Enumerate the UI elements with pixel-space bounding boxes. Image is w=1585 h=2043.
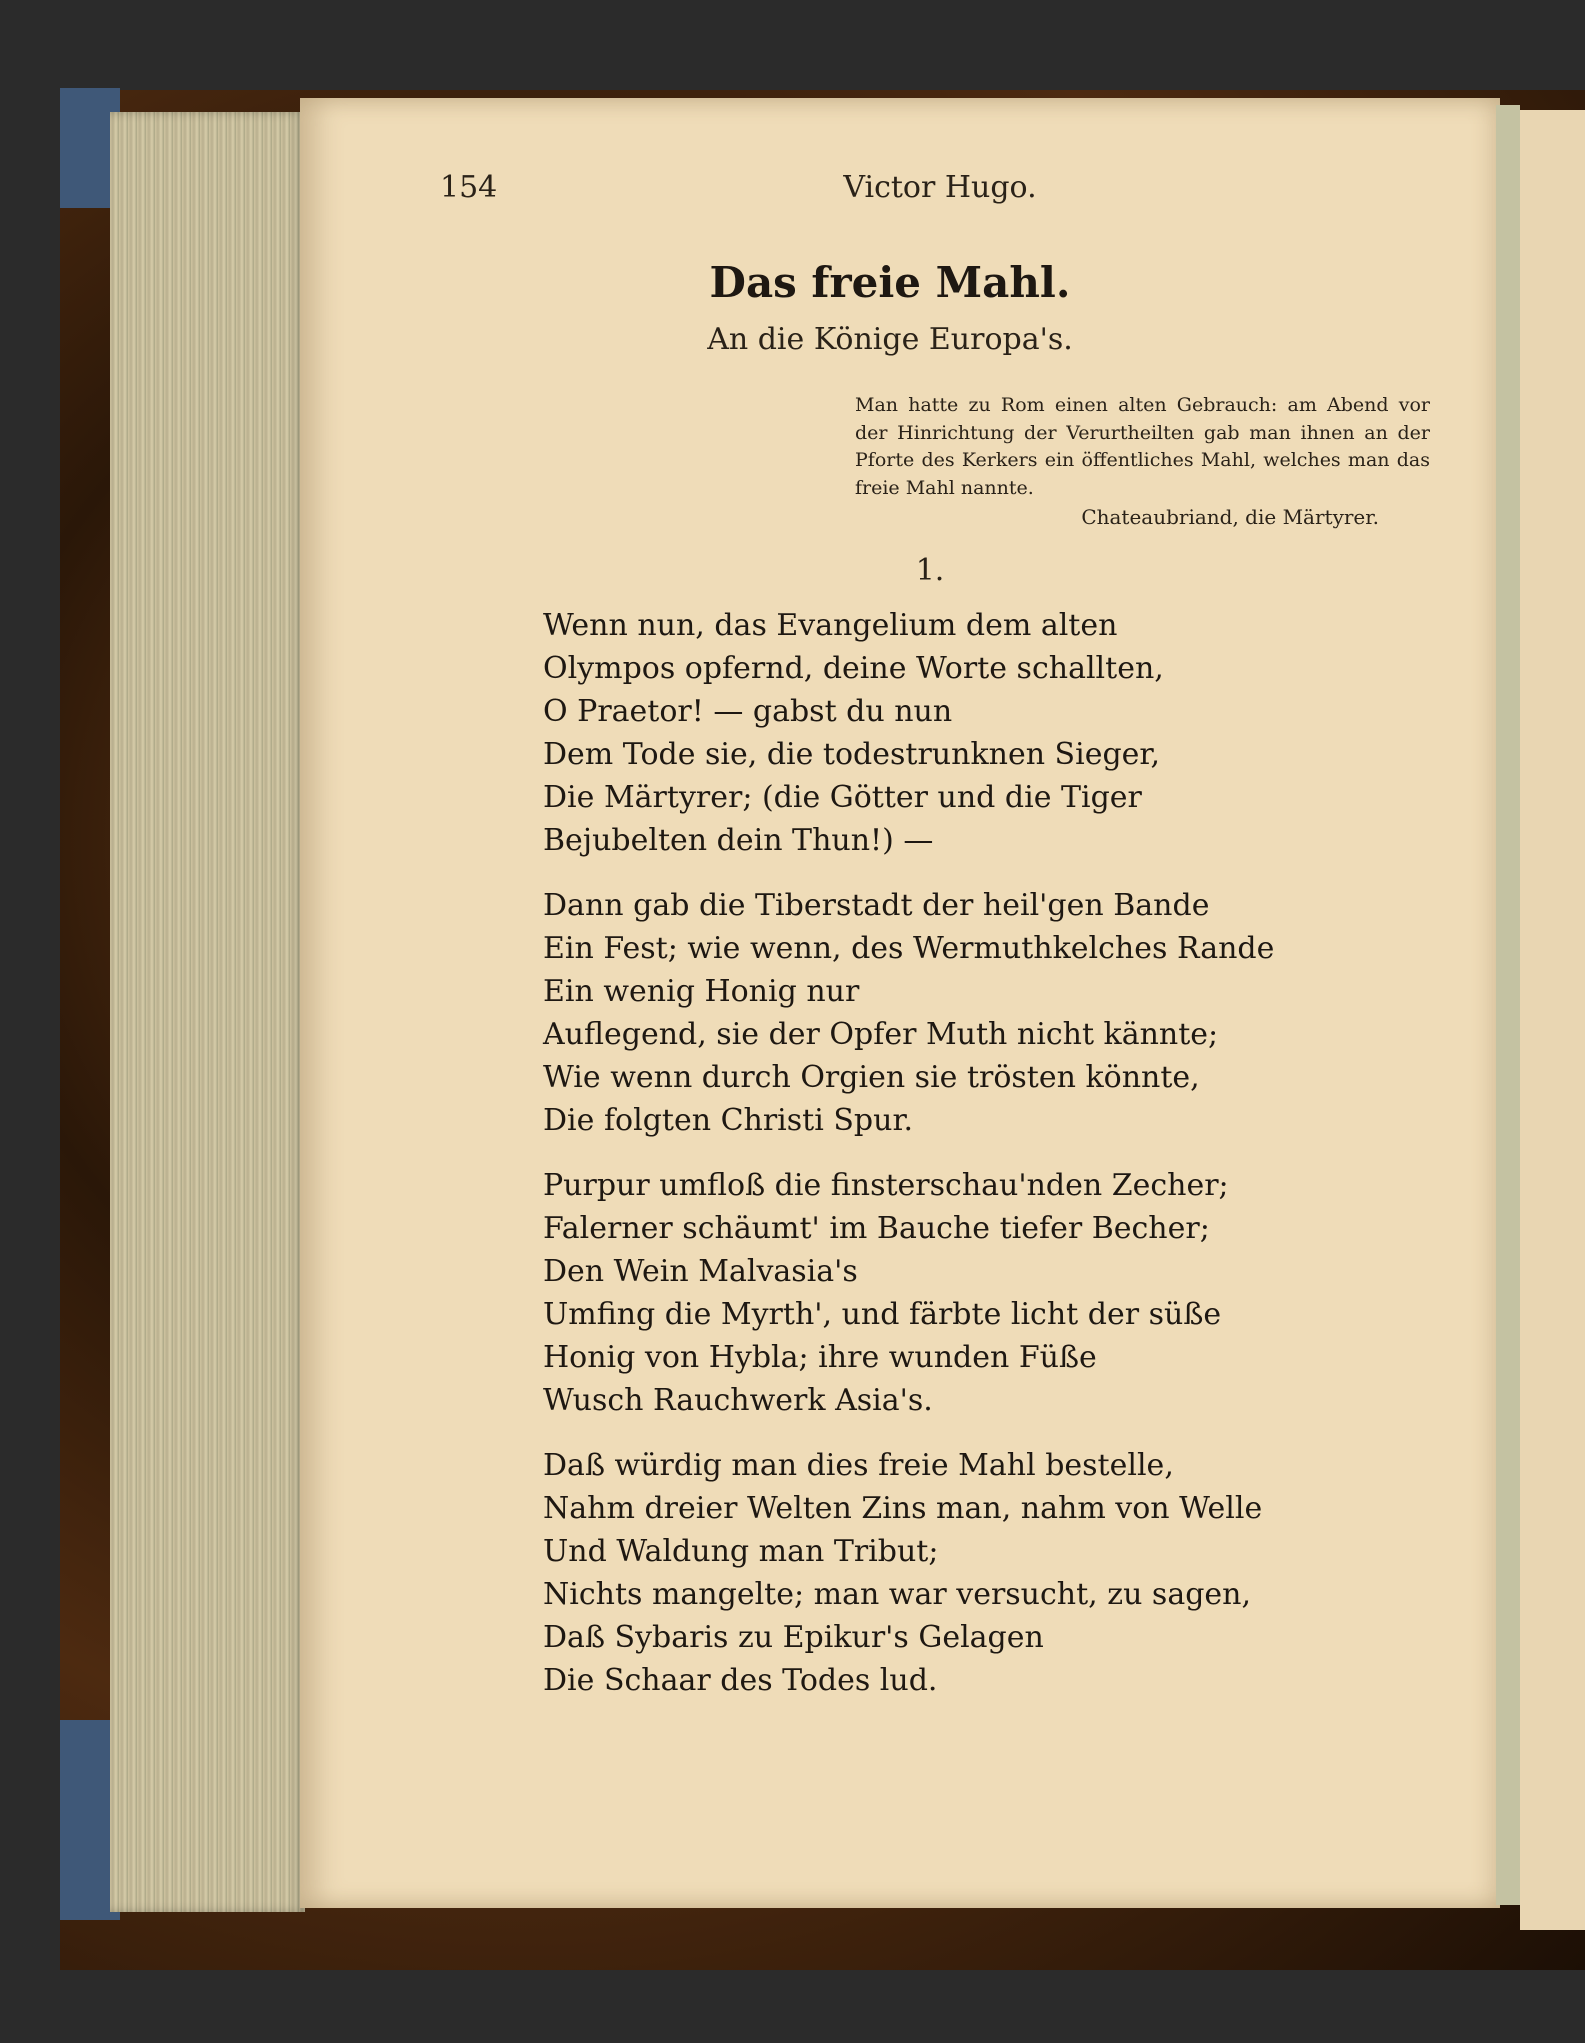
verse-line: Die Schaar des Todes lud. [543, 1663, 938, 1698]
verse-line: Und Waldung man Tribut; [543, 1534, 939, 1569]
verse-line: Falerner schäumt' im Bauche tiefer Becher; [543, 1211, 1210, 1246]
page-edges [110, 112, 305, 1912]
verse-line: Honig von Hybla; ihre wunden Füße [543, 1340, 1097, 1375]
epigraph-source: Chateaubriand, die Märtyrer. [1081, 505, 1379, 529]
verse-line: Die Märtyrer; (die Götter und die Tiger [543, 780, 1142, 815]
verse-line: O Praetor! — gabst du nun [543, 694, 953, 729]
verse-line: Wusch Rauchwerk Asia's. [543, 1383, 933, 1418]
verse-line: Nahm dreier Welten Zins man, nahm von Welle [543, 1491, 1263, 1526]
verse-line: Nichts mangelte; man war versucht, zu sagen, [543, 1577, 1252, 1612]
section-number: 1. [915, 553, 945, 588]
page-header [440, 170, 1340, 220]
poem-subtitle: An die Könige Europa's. [707, 322, 1073, 357]
verse-line: Dem Tode sie, die todestrunknen Sieger, [543, 737, 1160, 772]
verse-line: Purpur umfloß die finsterschau'nden Zecher; [543, 1168, 1229, 1203]
verse-line: Die folgten Christi Spur. [543, 1103, 914, 1138]
verse-line: Wenn nun, das Evangelium dem alten [543, 608, 1118, 643]
poem-title: Das freie Mahl. [709, 258, 1071, 307]
verse-line: Wie wenn durch Orgien sie trösten könnte, [543, 1060, 1200, 1095]
epigraph: Man hatte zu Rom einen alten Gebrauch: am Abend vor der Hinrichtung der Verurtheilten gab man ihnen an der Pforte des Kerkers ein öffentliches Mahl, welches man das freie Mahl nannte. [855, 394, 1430, 499]
verse-line: Den Wein Malvasia's [543, 1254, 858, 1289]
stanza [543, 604, 1373, 862]
running-head: Victor Hugo. [843, 170, 1037, 205]
page-number: 154 [440, 170, 498, 205]
stanza [543, 884, 1373, 1142]
verse-line: Ein Fest; wie wenn, des Wermuthkelches Rande [543, 931, 1275, 966]
stanza [543, 1444, 1373, 1702]
verse-line: Dann gab die Tiberstadt der heil'gen Bande [543, 888, 1210, 923]
facing-page-edge [1520, 110, 1585, 1930]
verse-line: Auflegend, sie der Opfer Muth nicht kännte; [543, 1017, 1219, 1052]
verse-line: Daß Sybaris zu Epikur's Gelagen [543, 1620, 1044, 1655]
verse-line: Olympos opfernd, deine Worte schallten, [543, 651, 1164, 686]
stanza [543, 1164, 1373, 1422]
verse-line: Ein wenig Honig nur [543, 974, 860, 1009]
poem-body [543, 604, 1373, 1724]
verse-line: Bejubelten dein Thun!) — [543, 823, 934, 858]
page-gutter [1496, 105, 1520, 1905]
verse-line: Umfing die Myrth', und färbte licht der süße [543, 1297, 1222, 1332]
verse-line: Daß würdig man dies freie Mahl bestelle, [543, 1448, 1174, 1483]
